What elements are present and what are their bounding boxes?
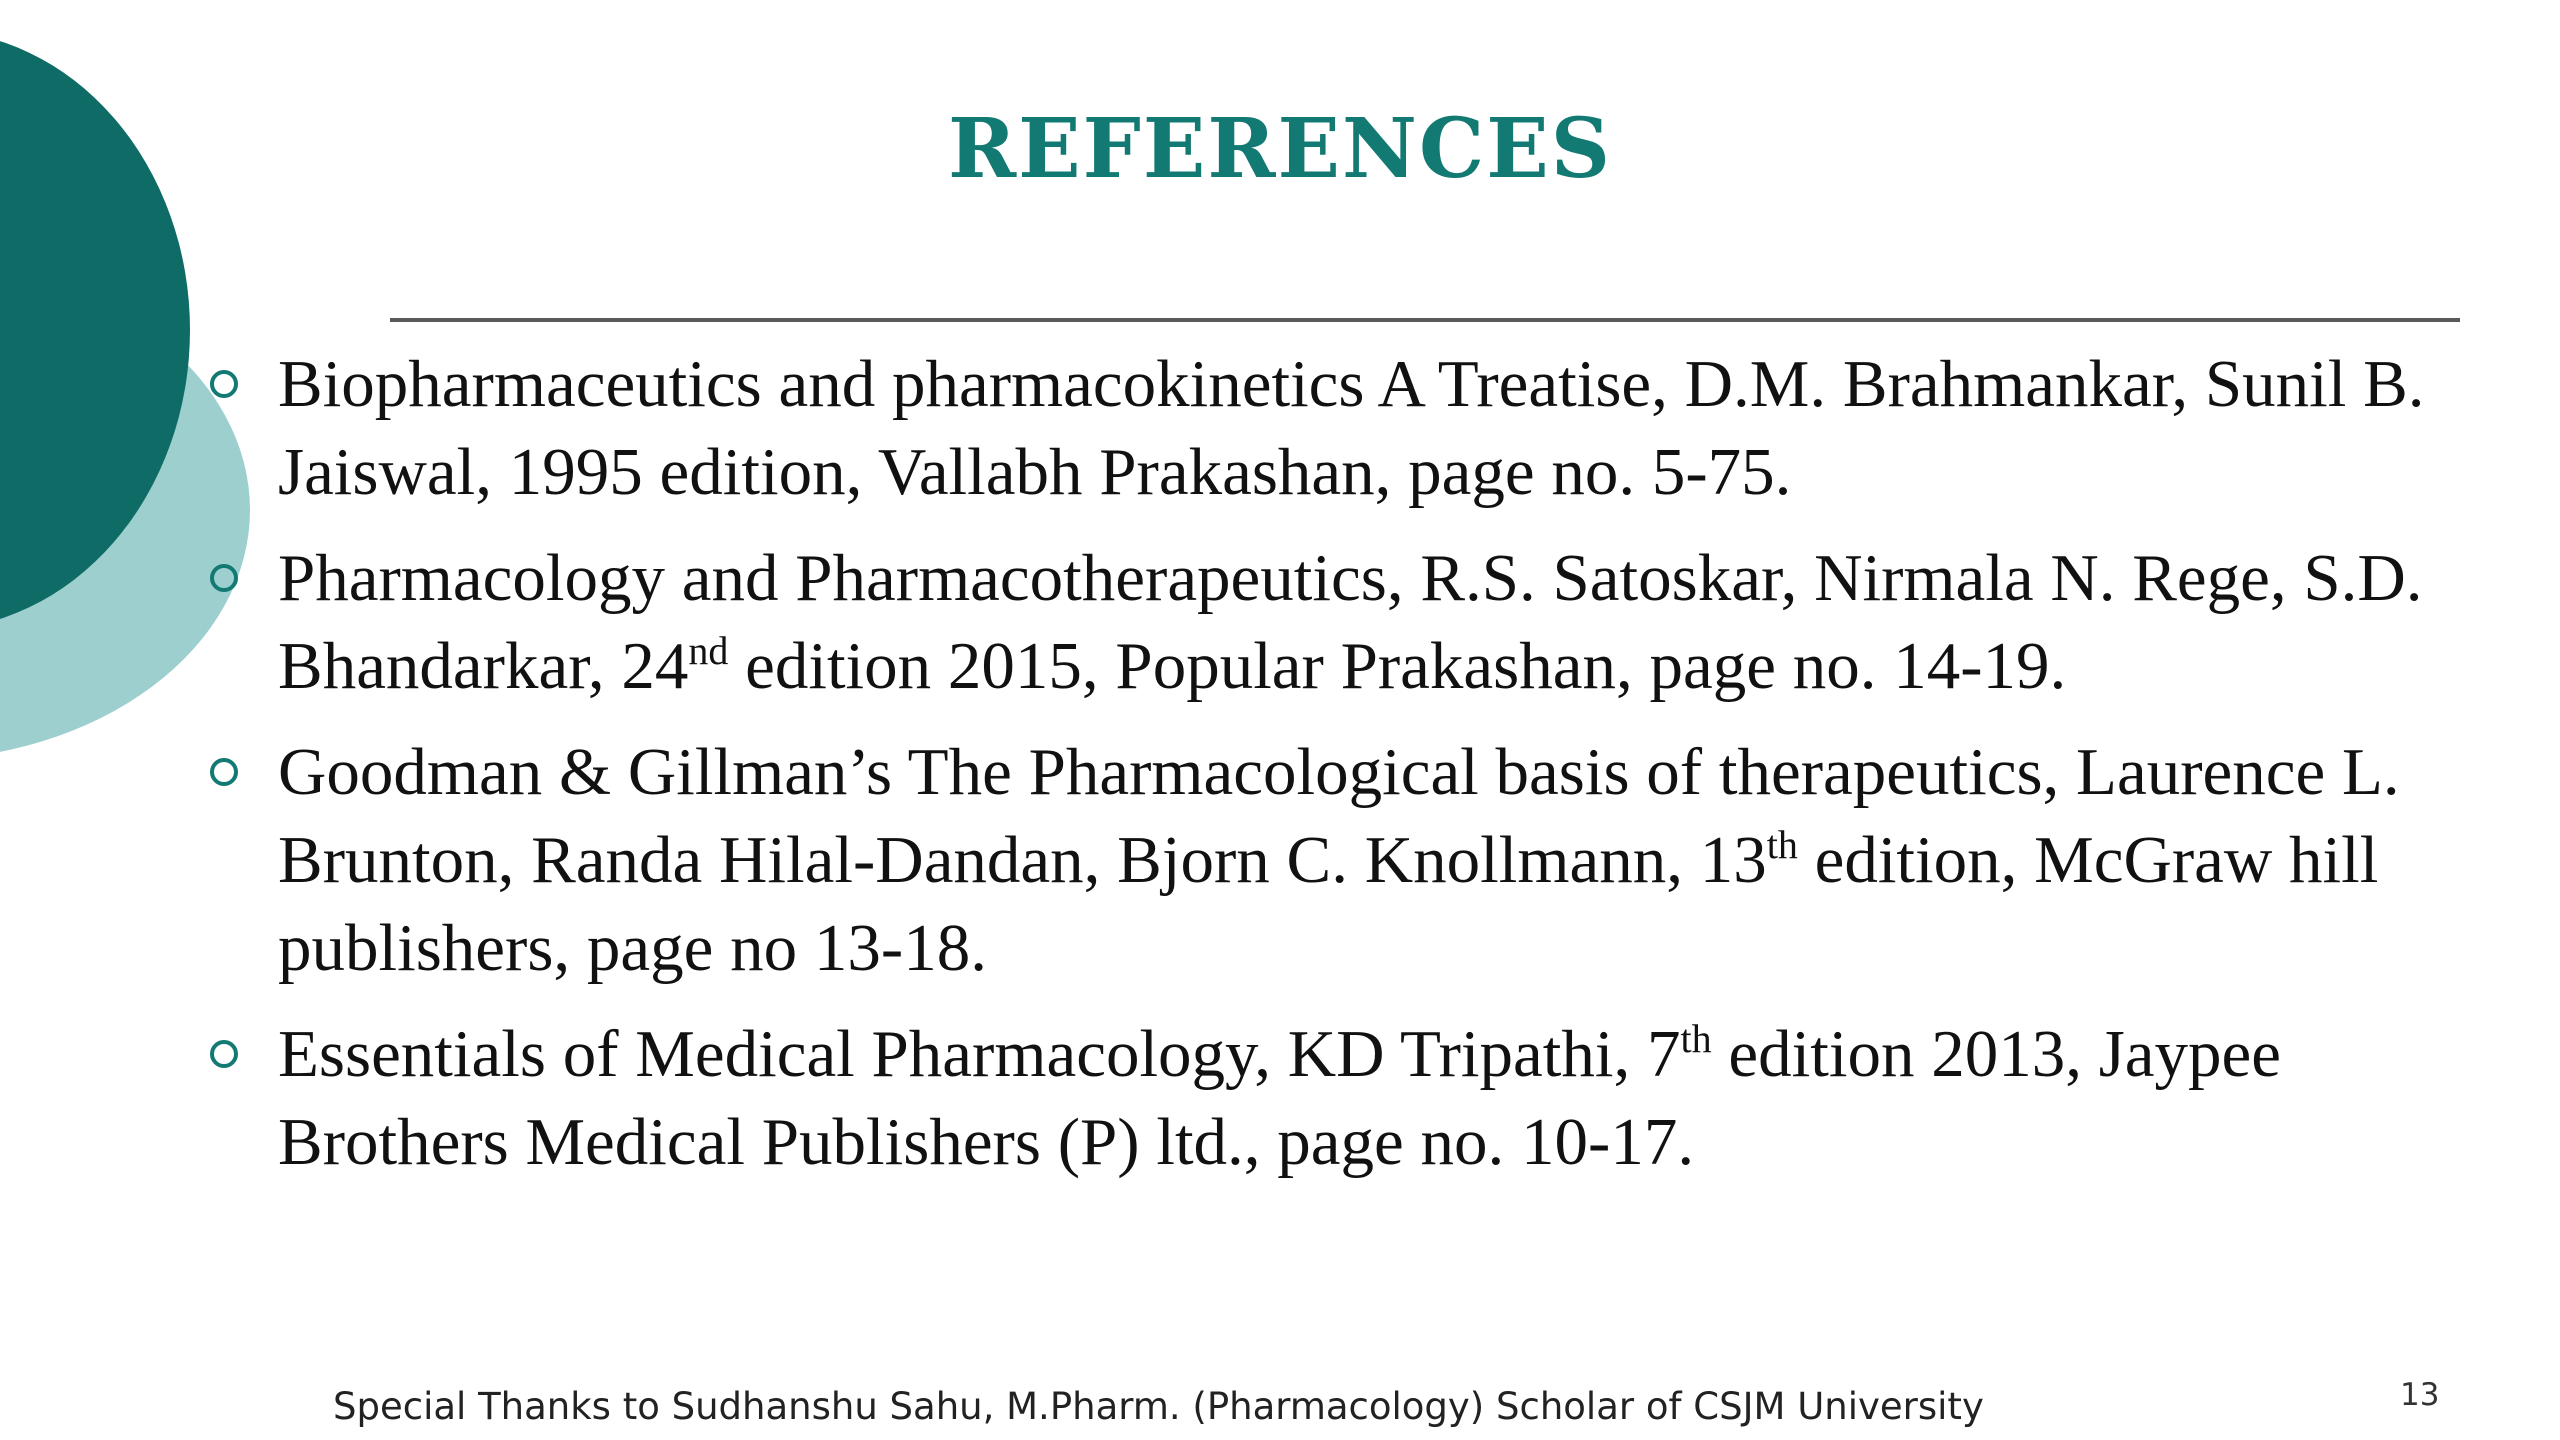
ordinal-suffix: nd (688, 628, 729, 673)
reference-text-continued: edition 2015, Popular Prakashan, page no. 14-19. (728, 629, 2067, 703)
slide-title: REFERENCES (948, 101, 1612, 197)
reference-text: Goodman & Gillman’s The Pharmacological basis of therapeutics, Laurence L. Brunton, Randa Hilal-Dandan, Bjorn C. Knollmann, 13 (278, 735, 2400, 897)
reference-item-2 (200, 534, 2520, 710)
circle-bullet-icon (210, 1040, 238, 1068)
footer-credit: Special Thanks to Sudhanshu Sahu, M.Pharm. (Pharmacology) Scholar of CSJM University (333, 1385, 1984, 1428)
reference-text: Essentials of Medical Pharmacology, KD Tripathi, 7 (278, 1017, 1681, 1091)
reference-item-3 (200, 728, 2520, 992)
reference-text-continued: edition, McGraw hill publishers, page no 13-18. (278, 823, 2379, 985)
circle-bullet-icon (210, 370, 238, 398)
ordinal-suffix: th (1680, 1016, 1712, 1061)
ordinal-suffix: th (1766, 822, 1798, 867)
circle-bullet-icon (210, 758, 238, 786)
reference-item-1 (200, 340, 2520, 516)
title-divider (390, 318, 2460, 322)
reference-list (200, 340, 2520, 1204)
reference-text: Biopharmaceutics and pharmacokinetics A Treatise, D.M. Brahmankar, Sunil B. Jaiswal, 1995 edition, Vallabh Prakashan, page no. 5-75. (278, 347, 2425, 509)
reference-text: Pharmacology and Pharmacotherapeutics, R.S. Satoskar, Nirmala N. Rege, S.D. Bhandarkar, 24 (278, 541, 2423, 703)
circle-bullet-icon (210, 564, 238, 592)
reference-item-4 (200, 1010, 2520, 1186)
reference-text-continued: edition 2013, Jaypee Brothers Medical Publishers (P) ltd., page no. 10-17. (278, 1017, 2281, 1179)
page-number: 13 (2400, 1377, 2440, 1413)
